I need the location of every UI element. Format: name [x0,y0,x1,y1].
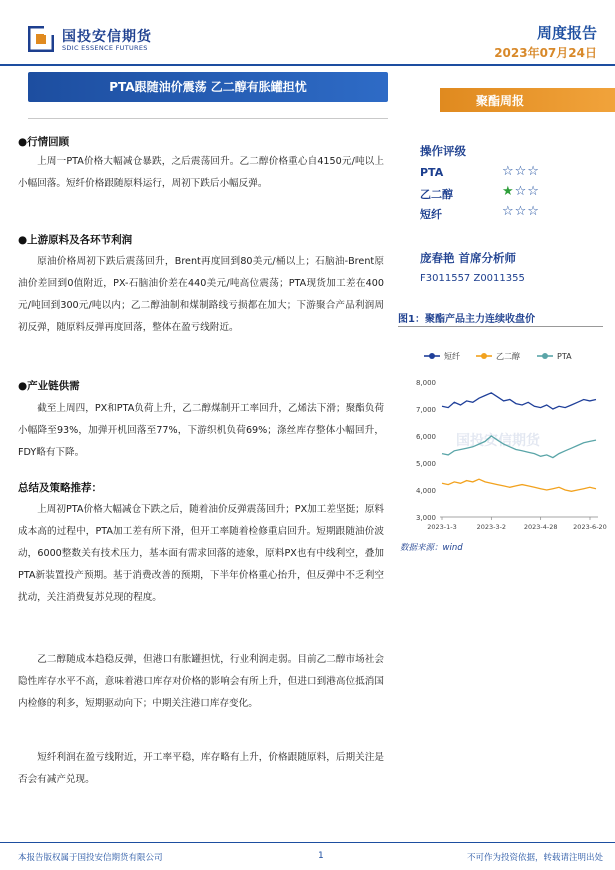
y-tick-label: 5,000 [415,460,436,468]
rating-stars-icon: ☆☆☆ [502,204,540,219]
x-tick-label: 2023-1-3 [427,523,457,531]
rating-name: 乙二醇 [420,188,453,201]
legend-marker [481,353,487,359]
analyst-name: 庞春艳 首席分析师 [420,251,517,265]
chart-y-axis [416,379,436,522]
y-tick-label: 4,000 [415,487,436,495]
figure-divider [398,326,603,327]
y-tick-label: 8,000 [415,379,436,387]
rating-row-psf [420,206,560,222]
paragraph-upstream: 原油价格周初下跌后震荡回升，Brent再度回到80美元/桶以上；石脑油-Brent原油价差回到0值附近，PX-石脑油价差在440美元/吨高位震荡；PTA现货加工差在400元/吨回到300元/吨以内；乙二醇油制和煤制路线亏损都在加大；下游聚合产品利润周初反弹，随原料反弹再度回落，整体在盈亏线附近。 [18,256,384,333]
paragraph-supply-demand: 截至上周四，PX和PTA负荷上升，乙二醇煤制开工率回升，乙烯法下滑；聚酯负荷小幅降至93%，加弹开机回落至77%，下游织机负荷69%；涤丝库存整体小幅回升，FDY略有下降。 [18,403,384,458]
company-name-cn: 国投安信期货 [62,29,152,45]
footer-disclaimer: 不可作为投资依据，转载请注明出处 [466,853,603,863]
report-title: PTA跟随油价震荡 乙二醇有胀罐担忧 [109,80,307,94]
section-title-supply-demand: ●产业链供需 [18,380,80,392]
series-line-乙二醇 [442,479,596,491]
star-filled-icon: ★ [502,184,515,199]
figure-caption: 图1：聚酯产品主力连续收盘价 [398,314,535,325]
company-name-en: SDIC ESSENCE FUTURES [62,44,148,52]
legend-marker [429,353,435,359]
paragraph-market-review: 上周一PTA价格大幅减仓暴跌，之后震荡回升。乙二醇价格重心自4150元/吨以上小幅回落。短纤价格跟随原料运行，周初下跌后小幅反弹。 [18,156,384,189]
rating-row-pta [420,166,560,179]
company-logo-icon [28,26,54,52]
y-tick-label: 7,000 [415,406,436,414]
chart-x-axis [427,517,607,531]
paragraph-summary-meg: 乙二醇随成本趋稳反弹，但港口有胀罐担忧，行业利润走弱。目前乙二醇市场社会隐性库存水平不高，意味着港口库存对价格的影响会有所上升，但进口到港高位抵消国内检修的利多，短期驱动向下；中期关注港口库存变化。 [18,654,384,709]
analyst-certificates: F3011557 Z0011355 [420,273,525,284]
rating-stars-icon: ☆☆☆ [502,164,540,179]
footer-divider [0,842,615,843]
report-type: 周度报告 [536,24,597,42]
x-tick-label: 2023-6-20 [573,523,607,531]
legend-label: PTA [557,352,572,361]
section-title-market-review: ●行情回顾 [18,136,70,148]
x-tick-label: 2023-4-28 [523,523,558,531]
rating-stars-icon [502,184,540,199]
rating-row-meg [420,186,560,202]
chart-legend [424,351,572,361]
section-title-upstream: ●上游原料及各环节利润 [18,234,133,246]
data-source: 数据来源：wind [400,543,463,553]
report-date: 2023年07月24日 [494,46,597,60]
title-divider [28,118,388,119]
paragraph-summary-pta: 上周初PTA价格大幅减仓下跌之后，随着油价反弹震荡回升；PX加工差坚挺；原料成本高的过程中，PTA加工差有所下滑，但开工率随着检修重启回升。短期跟随油价波动，6000整数关有技术压力，基本面有需求回落的迹象，原料PX也有中线利空，叠加PTA新装置投产预期。基于消费改善的预期，下半年价格重心抬升，但反弹中不乏利空扰动，关注消费复苏兑现的程度。 [18,504,384,603]
rating-name: 短纤 [420,208,442,221]
rating-title: 操作评级 [420,144,466,158]
star-empty-icon: ☆☆ [514,184,540,199]
chart-watermark: 国投安信期货 [456,433,540,449]
legend-label: 短纤 [444,352,460,361]
legend-label: 乙二醇 [496,352,520,361]
rating-name: PTA [420,166,444,179]
y-tick-label: 3,000 [415,514,436,522]
header-divider [0,64,615,66]
price-line-chart [398,332,608,537]
page-number: 1 [318,851,324,861]
x-tick-label: 2023-3-2 [476,523,507,531]
section-title-summary: 总结及策略推荐： [18,482,102,494]
series-line-短纤 [442,393,596,409]
category-tag-label: 聚酯周报 [475,94,524,108]
footer-copyright: 本报告版权属于国投安信期货有限公司 [18,853,163,863]
paragraph-summary-psf: 短纤利润在盈亏线附近，开工率平稳，库存略有上升，价格跟随原料，后期关注是否会有减产兑现。 [18,752,384,785]
legend-marker [542,353,548,359]
y-tick-label: 6,000 [415,433,436,441]
